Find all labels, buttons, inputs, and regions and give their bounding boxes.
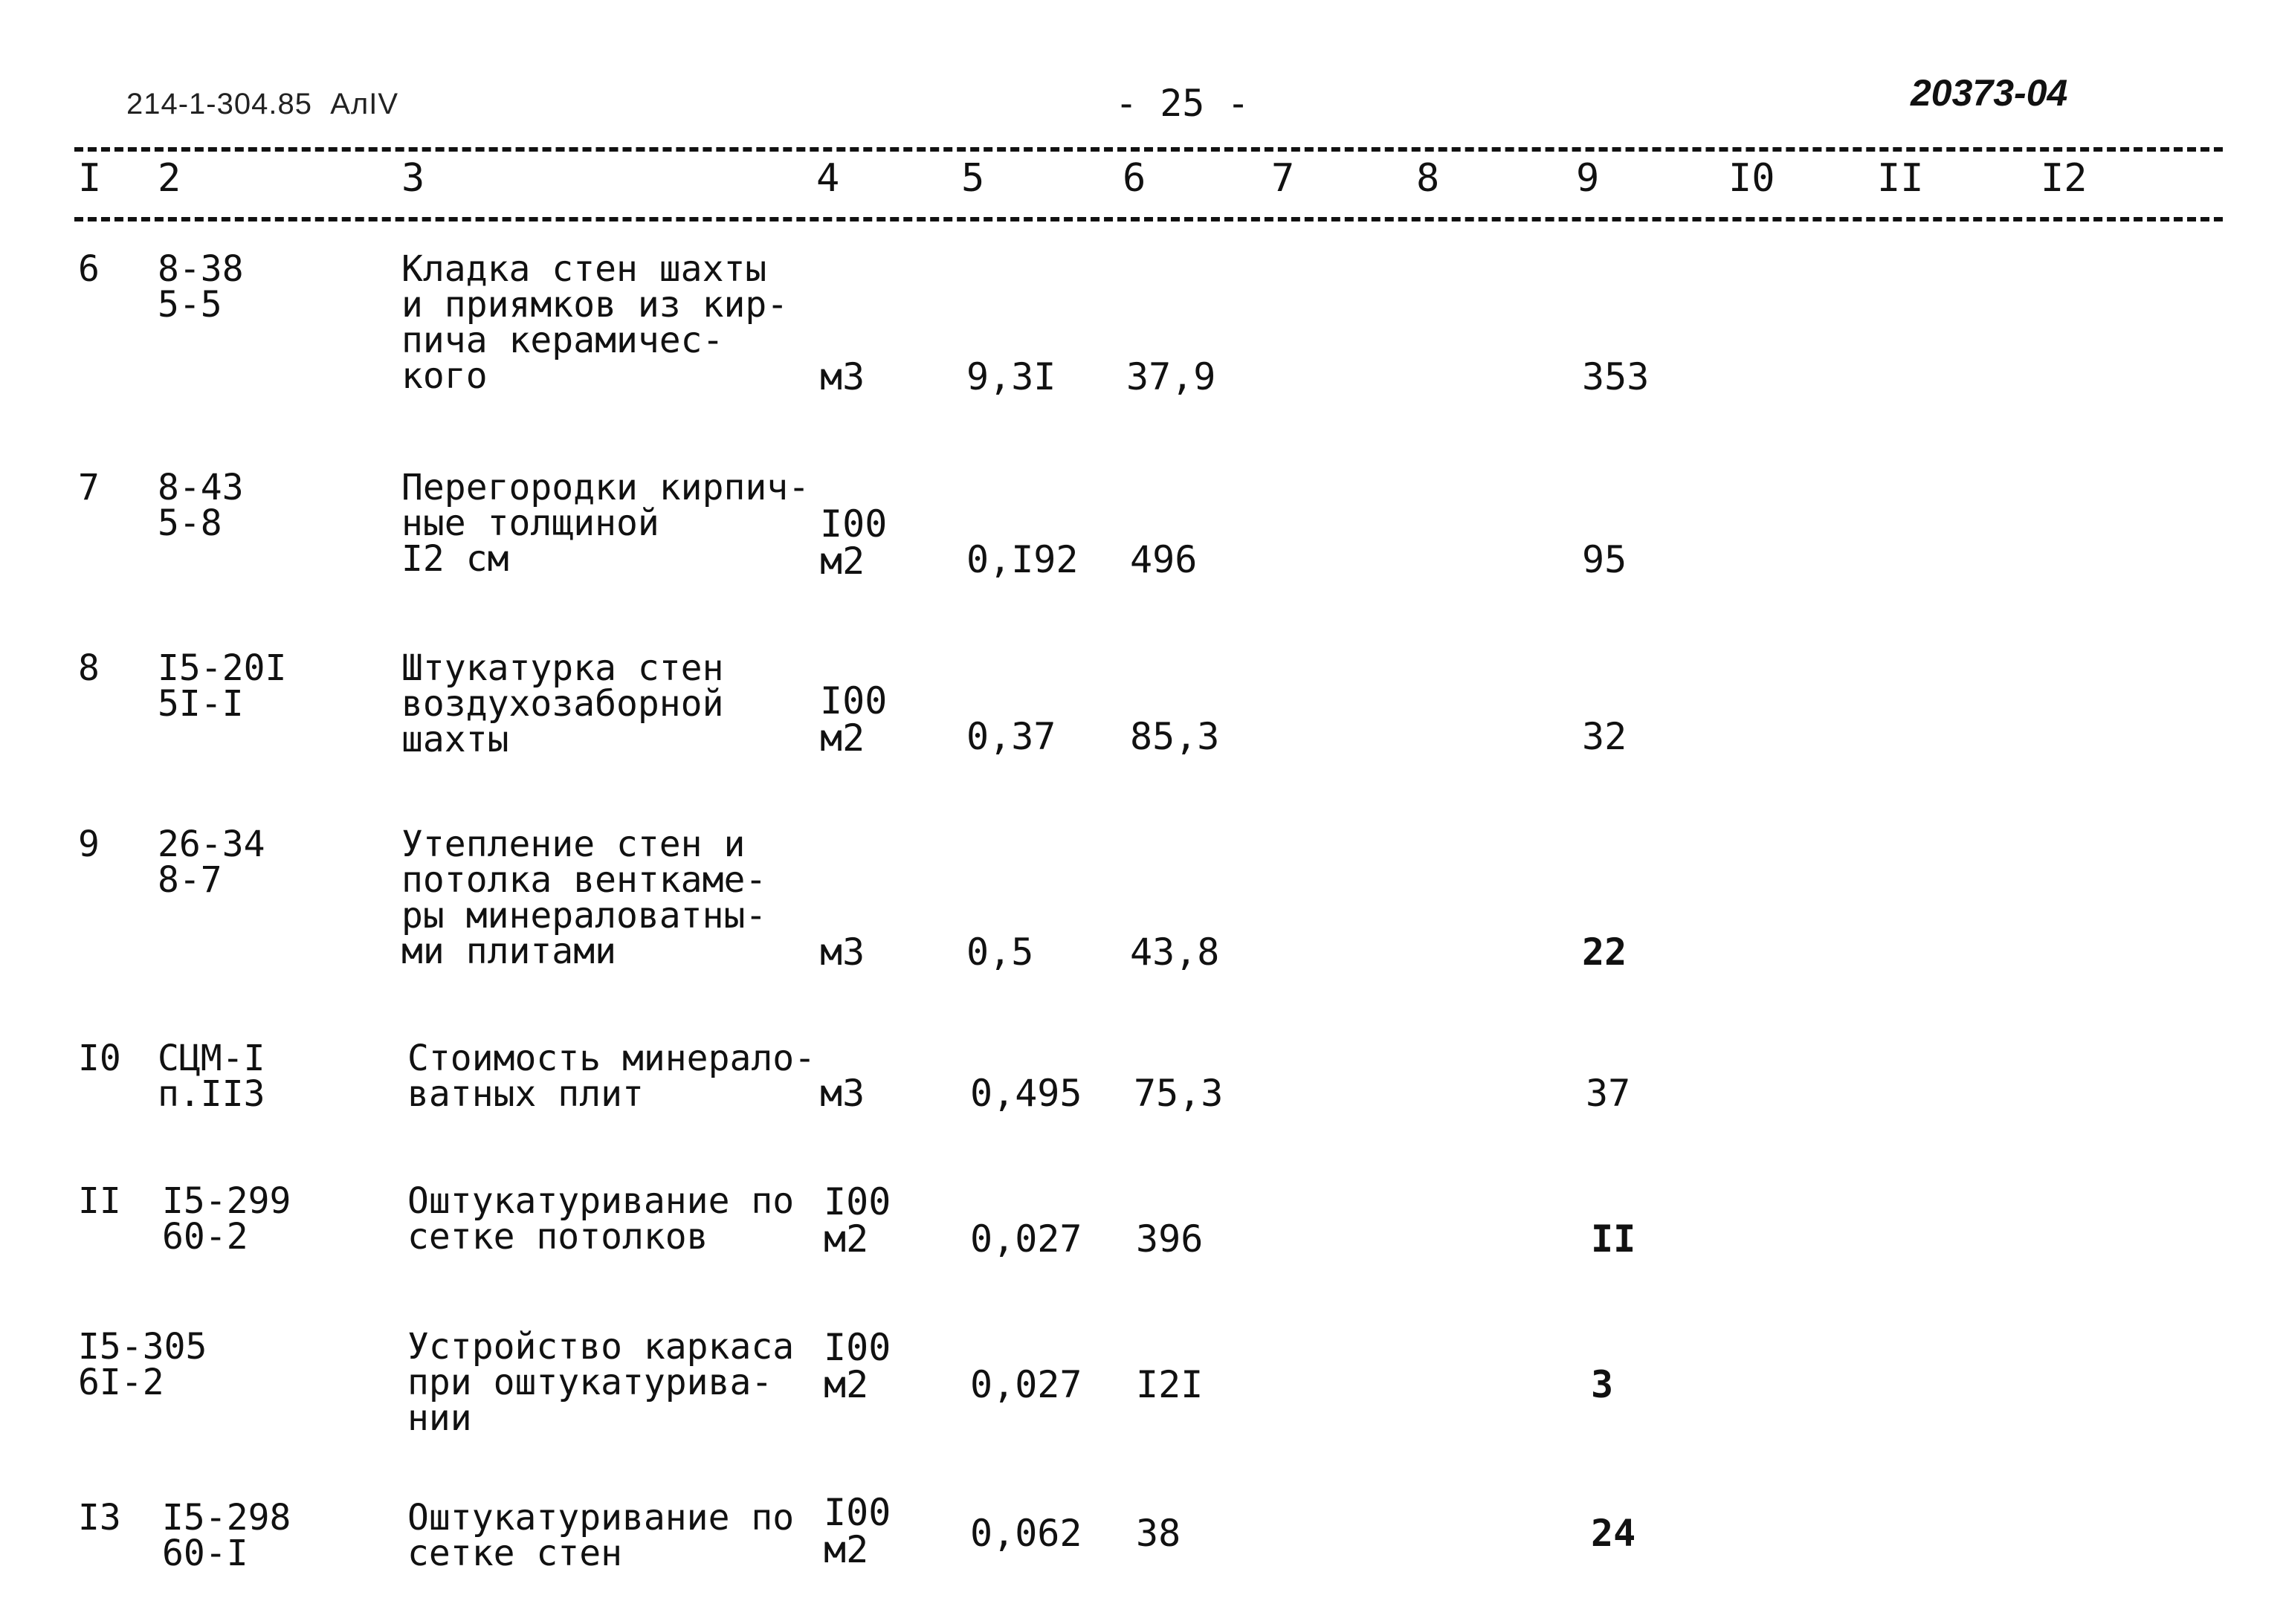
column-header-6: 6	[1123, 156, 1146, 201]
row-code: 8-38 5-5	[158, 248, 244, 326]
row-unit: I00 м2	[824, 1491, 891, 1571]
row-description: Утепление стен и потолка венткаме- ры минераловатны- ми плитами	[401, 824, 767, 972]
column-header-10: I0	[1728, 156, 1775, 201]
row-unit-price: 496	[1130, 538, 1198, 581]
row-total: 32	[1582, 715, 1627, 758]
row-unit-price: 37,9	[1126, 355, 1216, 398]
column-header-9: 9	[1576, 156, 1600, 201]
row-code: I5-298 60-I	[162, 1497, 291, 1574]
column-header-1: I	[78, 156, 102, 201]
row-number: I0	[78, 1038, 121, 1079]
row-unit-price: 396	[1136, 1217, 1204, 1261]
row-unit-price: 38	[1136, 1512, 1181, 1555]
row-total: 3	[1591, 1363, 1614, 1406]
row-quantity: 0,027	[970, 1363, 1082, 1406]
row-quantity: 0,062	[970, 1512, 1082, 1555]
row-unit-price: 75,3	[1134, 1072, 1224, 1115]
document-code: 214-1-304.85 АлIV	[126, 88, 399, 120]
row-description: Стоимость минерало- ватных плит	[407, 1038, 816, 1115]
row-number: I3	[78, 1497, 121, 1539]
row-total: 37	[1586, 1072, 1631, 1115]
row-unit: м3	[820, 931, 865, 974]
row-unit: I00 м2	[820, 502, 888, 583]
row-code: 8-43 5-8	[158, 467, 244, 544]
row-code: I5-299 60-2	[162, 1180, 291, 1258]
column-header-4: 4	[816, 156, 840, 201]
column-header-5: 5	[961, 156, 985, 201]
column-header-7: 7	[1271, 156, 1295, 201]
row-quantity: 0,027	[970, 1217, 1082, 1261]
row-code: I5-305 6I-2	[78, 1326, 207, 1403]
row-number: 7	[78, 467, 100, 508]
row-unit: м3	[820, 355, 865, 398]
sheet-number: 20373-04	[1911, 72, 2068, 114]
column-header-12: I2	[2041, 156, 2087, 201]
row-number: II	[78, 1180, 121, 1222]
row-unit: I00 м2	[824, 1326, 891, 1406]
row-unit-price: 43,8	[1130, 931, 1220, 974]
column-header-11: II	[1877, 156, 1924, 201]
row-code: 26-34 8-7	[158, 824, 265, 901]
row-unit-price: I2I	[1136, 1363, 1204, 1406]
row-unit: I00 м2	[824, 1180, 891, 1261]
row-total: 95	[1582, 538, 1627, 581]
row-number: 9	[78, 824, 100, 865]
column-header-8: 8	[1416, 156, 1440, 201]
page-number: - 25 -	[1115, 82, 1250, 125]
row-code: СЦМ-I п.II3	[158, 1038, 265, 1115]
row-quantity: 0,495	[970, 1072, 1082, 1115]
row-quantity: 0,37	[966, 715, 1056, 758]
row-quantity: 0,5	[966, 931, 1034, 974]
row-total: 22	[1582, 931, 1627, 974]
row-description: Перегородки кирпич- ные толщиной I2 см	[401, 467, 810, 580]
row-unit-price: 85,3	[1130, 715, 1220, 758]
row-quantity: 9,3I	[966, 355, 1056, 398]
column-header-2: 2	[158, 156, 181, 201]
row-description: Оштукатуривание по сетке стен	[407, 1497, 795, 1574]
row-total: 353	[1582, 355, 1650, 398]
row-number: 6	[78, 248, 100, 290]
column-header-3: 3	[401, 156, 425, 201]
row-unit: м3	[820, 1072, 865, 1115]
header-bottom-rule	[74, 217, 2223, 221]
row-code: I5-20I 5I-I	[158, 647, 287, 725]
row-description: Оштукатуривание по сетке потолков	[407, 1180, 795, 1258]
row-description: Устройство каркаса при оштукатурива- нии	[407, 1326, 795, 1439]
row-total: 24	[1591, 1512, 1636, 1555]
row-description: Штукатурка стен воздухозаборной шахты	[401, 647, 724, 760]
row-number: 8	[78, 647, 100, 689]
header-top-rule	[74, 147, 2223, 152]
row-total: II	[1591, 1217, 1636, 1261]
row-unit: I00 м2	[820, 679, 888, 760]
row-description: Кладка стен шахты и приямков из кир- пича керамичес- кого	[401, 248, 789, 397]
row-quantity: 0,I92	[966, 538, 1079, 581]
